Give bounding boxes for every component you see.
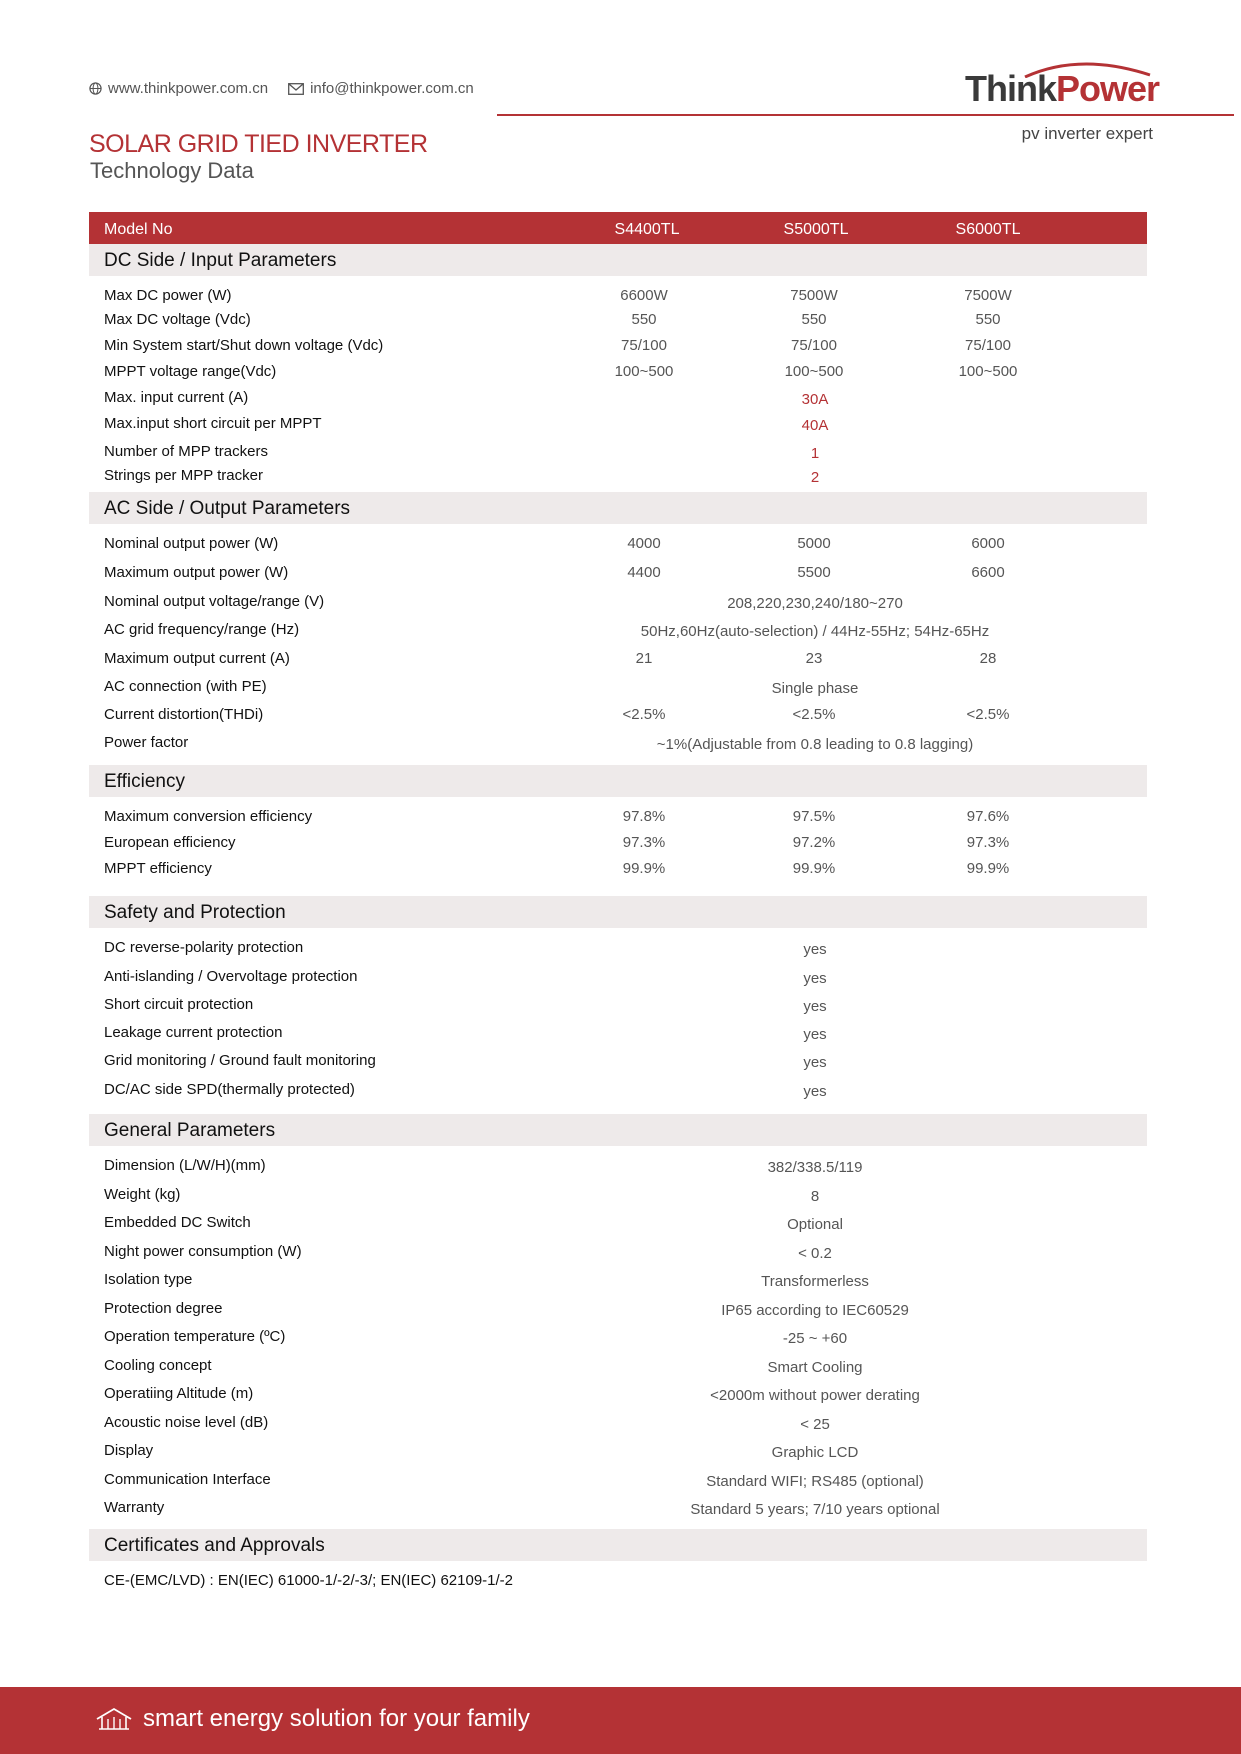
spec-value-s6000tl: 550 [975, 311, 1001, 328]
spec-label: Embedded DC Switch [104, 1214, 251, 1231]
spec-value-s4400tl: 4000 [627, 535, 661, 552]
spec-value-s6000tl: 6600 [971, 564, 1005, 581]
spec-value-shared: 50Hz,60Hz(auto-selection) / 44Hz-55Hz; 54Hz-65Hz [640, 623, 990, 640]
spec-value-s6000tl: 99.9% [966, 860, 1010, 877]
spec-label: Power factor [104, 734, 189, 751]
spec-value-s5000tl: 99.9% [792, 860, 836, 877]
spec-label: Weight (kg) [104, 1186, 181, 1203]
spec-value-s4400tl: 21 [635, 650, 653, 667]
spec-value-s6000tl: 100~500 [958, 363, 1018, 380]
spec-row [89, 675, 1147, 703]
spec-label: Protection degree [104, 1300, 223, 1317]
spec-value-shared: ~1%(Adjustable from 0.8 leading to 0.8 lagging) [656, 736, 974, 753]
section-title: DC Side / Input Parameters [104, 250, 337, 271]
header-divider [497, 114, 1234, 116]
section-header-safety-and-protection [89, 896, 1147, 928]
spec-value-s6000tl: 7500W [964, 287, 1012, 304]
globe-icon [89, 82, 102, 95]
spec-row [89, 731, 1147, 761]
spec-row [89, 1496, 1147, 1525]
section-title: Efficiency [104, 771, 185, 792]
spec-value-s5000tl: 97.2% [792, 834, 836, 851]
spec-value-shared: Transformerless [761, 1273, 869, 1290]
model-header-row [89, 212, 1147, 244]
spec-value-shared: 2 [810, 469, 820, 486]
spec-row [89, 1049, 1147, 1078]
spec-row [89, 618, 1147, 647]
spec-label: AC grid frequency/range (Hz) [104, 621, 300, 638]
spec-value-s5000tl: 7500W [790, 287, 838, 304]
email-text: info@thinkpower.com.cn [310, 80, 474, 97]
tagline: pv inverter expert [1021, 124, 1153, 143]
section-title: AC Side / Output Parameters [104, 498, 351, 519]
spec-row [89, 857, 1147, 885]
spec-row [89, 590, 1147, 618]
spec-row [89, 1211, 1147, 1240]
spec-row [89, 1354, 1147, 1382]
spec-label: Short circuit protection [104, 996, 254, 1013]
spec-label: Acoustic noise level (dB) [104, 1414, 269, 1431]
spec-label: Maximum output current (A) [104, 650, 290, 667]
spec-row [89, 647, 1147, 675]
spec-value-shared: yes [803, 1026, 827, 1043]
section-header-efficiency [89, 765, 1147, 797]
website-text: www.thinkpower.com.cn [108, 80, 269, 97]
spec-value-s6000tl: 97.6% [966, 808, 1010, 825]
envelope-icon [288, 83, 304, 95]
spec-row [89, 464, 1147, 488]
spec-label: Max DC voltage (Vdc) [104, 311, 251, 328]
spec-value-s6000tl: 97.3% [966, 834, 1010, 851]
website-link[interactable] [89, 80, 268, 97]
spec-value-shared: < 25 [800, 1416, 830, 1433]
spec-label: DC/AC side SPD(thermally protected) [104, 1081, 355, 1098]
spec-value-shared: 208,220,230,240/180~270 [727, 595, 903, 612]
contact-info [89, 80, 494, 97]
spec-value-shared: yes [803, 998, 827, 1015]
thinkpower-logo [965, 58, 1165, 108]
spec-row [89, 412, 1147, 440]
spec-row [89, 1468, 1147, 1496]
spec-row [89, 1021, 1147, 1049]
spec-label: Current distortion(THDi) [104, 706, 264, 723]
model-s6000tl: S6000TL [955, 221, 1021, 238]
spec-value-shared: yes [803, 941, 827, 958]
spec-value-s5000tl: <2.5% [792, 706, 836, 723]
spec-label: Warranty [104, 1499, 165, 1516]
spec-label: Night power consumption (W) [104, 1243, 302, 1260]
spec-label: Grid monitoring / Ground fault monitoring [104, 1052, 376, 1069]
spec-value-shared: <2000m without power derating [710, 1387, 920, 1404]
page-header [0, 0, 1241, 200]
spec-value-s4400tl: 550 [631, 311, 657, 328]
spec-value-s4400tl: 6600W [620, 287, 668, 304]
spec-label: Min System start/Shut down voltage (Vdc) [104, 337, 384, 354]
spec-value-s4400tl: 4400 [627, 564, 661, 581]
spec-row [89, 831, 1147, 857]
spec-table [89, 212, 1147, 1597]
spec-row [89, 1268, 1147, 1297]
spec-value-shared: 40A [801, 417, 829, 434]
spec-value-s5000tl: 23 [805, 650, 823, 667]
spec-label: Operation temperature (ºC) [104, 1328, 286, 1345]
spec-label: Cooling concept [104, 1357, 212, 1374]
spec-value-s5000tl: 5500 [797, 564, 831, 581]
spec-value-shared: Standard WIFI; RS485 (optional) [706, 1473, 924, 1490]
spec-row [89, 532, 1147, 561]
section-header-general-parameters [89, 1114, 1147, 1146]
spec-value-s6000tl: <2.5% [966, 706, 1010, 723]
section-spacer [89, 276, 1147, 284]
spec-row [89, 993, 1147, 1021]
spec-label: Maximum conversion efficiency [104, 808, 313, 825]
spec-value-s5000tl: 97.5% [792, 808, 836, 825]
spec-value-s6000tl: 6000 [971, 535, 1005, 552]
spec-row [89, 561, 1147, 590]
section-spacer [89, 1561, 1147, 1569]
section-end-spacer [89, 1106, 1147, 1114]
model-s5000tl: S5000TL [783, 221, 849, 238]
section-title: Safety and Protection [104, 902, 286, 923]
spec-label: Anti-islanding / Overvoltage protection [104, 968, 358, 985]
section-spacer [89, 797, 1147, 805]
document-subtitle: Technology Data [90, 158, 254, 183]
spec-label: Max DC power (W) [104, 287, 232, 304]
logo-power: Power [1056, 68, 1160, 109]
spec-value-shared: Smart Cooling [767, 1359, 863, 1376]
spec-row [89, 284, 1147, 308]
spec-value-shared: Optional [787, 1216, 843, 1233]
spec-value-s5000tl: 5000 [797, 535, 831, 552]
spec-value-shared: IP65 according to IEC60529 [721, 1302, 909, 1319]
spec-label: Communication Interface [104, 1471, 271, 1488]
spec-label: Dimension (L/W/H)(mm) [104, 1157, 266, 1174]
logo-think: Think [965, 68, 1056, 109]
spec-row [89, 1382, 1147, 1411]
section-spacer [89, 524, 1147, 532]
page-footer [0, 1687, 1241, 1754]
spec-row [89, 965, 1147, 993]
spec-value-shared: Graphic LCD [771, 1444, 859, 1461]
spec-label: Number of MPP trackers [104, 443, 268, 460]
spec-label: Display [104, 1442, 154, 1459]
spec-row [89, 1439, 1147, 1468]
spec-label: MPPT voltage range(Vdc) [104, 363, 277, 380]
spec-value-s4400tl: <2.5% [622, 706, 666, 723]
spec-label: Operatiing Altitude (m) [104, 1385, 254, 1402]
spec-row [89, 1297, 1147, 1325]
spec-value-shared: yes [803, 1083, 827, 1100]
spec-value-s4400tl: 97.3% [622, 834, 666, 851]
spec-value-s4400tl: 99.9% [622, 860, 666, 877]
house-icon [95, 1707, 133, 1731]
spec-label: Maximum output power (W) [104, 564, 289, 581]
spec-row [89, 1569, 1147, 1597]
footer-slogan: smart energy solution for your family [143, 1705, 530, 1732]
section-spacer [89, 1146, 1147, 1154]
spec-value-s4400tl: 100~500 [614, 363, 674, 380]
spec-label: Isolation type [104, 1271, 193, 1288]
spec-value-s5000tl: 100~500 [784, 363, 844, 380]
spec-row [89, 1183, 1147, 1211]
spec-row [89, 1325, 1147, 1354]
spec-label: Nominal output power (W) [104, 535, 279, 552]
spec-value-s6000tl: 75/100 [965, 337, 1011, 354]
spec-label: MPPT efficiency [104, 860, 212, 877]
spec-row [89, 1154, 1147, 1183]
spec-value-shared: -25 ~ +60 [782, 1330, 848, 1347]
spec-row [89, 936, 1147, 965]
spec-row [89, 334, 1147, 360]
spec-value-s5000tl: 75/100 [791, 337, 837, 354]
spec-row [89, 360, 1147, 386]
section-title: General Parameters [104, 1120, 276, 1141]
spec-row [89, 1411, 1147, 1439]
spec-row [89, 703, 1147, 731]
spec-value-shared: 8 [810, 1188, 820, 1205]
spec-row [89, 440, 1147, 464]
email-link[interactable] [288, 80, 474, 97]
spec-value-shared: Single phase [771, 680, 859, 697]
section-header-ac-side-output-parameters [89, 492, 1147, 524]
spec-value-s5000tl: 550 [801, 311, 827, 328]
model-label: Model No [104, 221, 173, 238]
section-header-dc-side-input-parameters [89, 244, 1147, 276]
spec-label: Max. input current (A) [104, 389, 249, 406]
spec-label: Leakage current protection [104, 1024, 283, 1041]
spec-value-shared: 1 [810, 445, 820, 462]
spec-value-shared: 382/338.5/119 [767, 1159, 863, 1176]
spec-value-shared: Standard 5 years; 7/10 years optional [690, 1501, 940, 1518]
spec-label: Nominal output voltage/range (V) [104, 593, 325, 610]
section-end-spacer [89, 885, 1147, 896]
spec-label: DC reverse-polarity protection [104, 939, 304, 956]
spec-value-shared: yes [803, 1054, 827, 1071]
section-header-certificates-and-approvals [89, 1529, 1147, 1561]
spec-value-s6000tl: 28 [979, 650, 997, 667]
spec-value-shared: 30A [801, 391, 829, 408]
section-title: Certificates and Approvals [104, 1535, 325, 1556]
model-s4400tl: S4400TL [614, 221, 680, 238]
spec-row [89, 386, 1147, 412]
spec-label: CE-(EMC/LVD) : EN(IEC) 61000-1/-2/-3/; EN(IEC) 62109-1/-2 [104, 1572, 514, 1589]
spec-value-s4400tl: 75/100 [621, 337, 667, 354]
spec-row [89, 1078, 1147, 1106]
spec-label: AC connection (with PE) [104, 678, 267, 695]
document-title: SOLAR GRID TIED INVERTER [89, 130, 428, 158]
spec-label: Strings per MPP tracker [104, 467, 263, 484]
spec-value-shared: yes [803, 970, 827, 987]
spec-label: European efficiency [104, 834, 236, 851]
spec-value-shared: < 0.2 [798, 1245, 832, 1262]
spec-row [89, 308, 1147, 334]
section-spacer [89, 928, 1147, 936]
spec-row [89, 805, 1147, 831]
spec-row [89, 1240, 1147, 1268]
spec-label: Max.input short circuit per MPPT [104, 415, 322, 432]
spec-value-s4400tl: 97.8% [622, 808, 666, 825]
